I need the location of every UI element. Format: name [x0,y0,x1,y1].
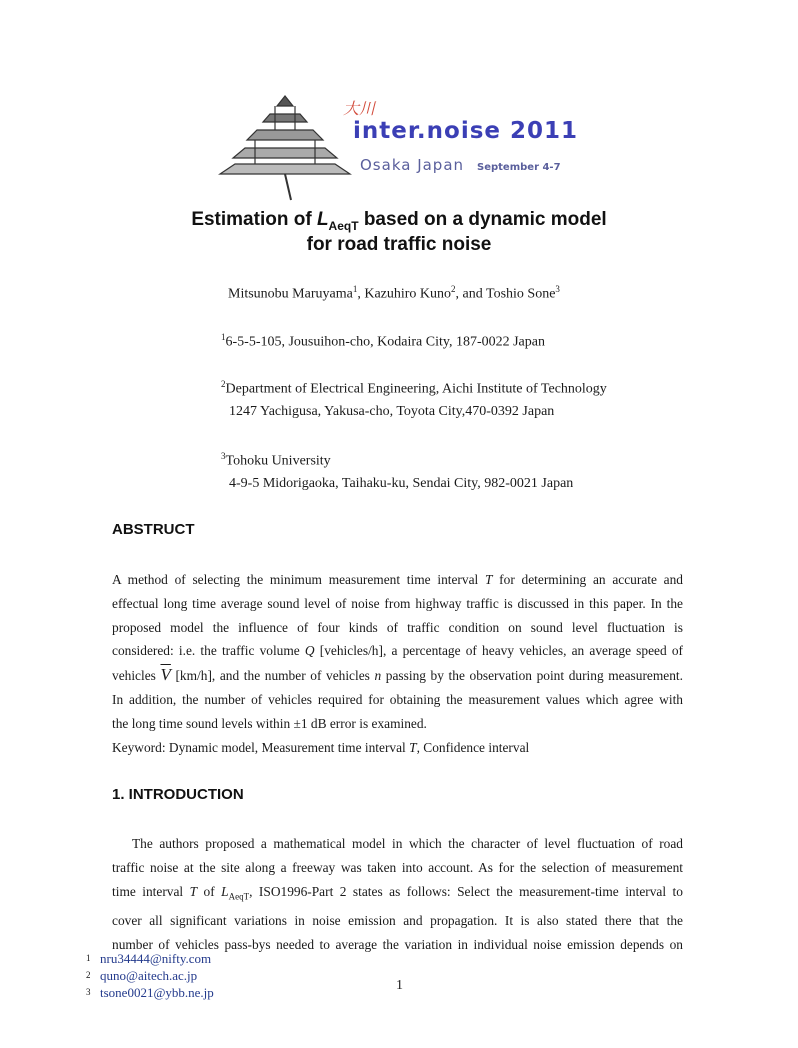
affiliation-3: $^3$Tohoku University [221,451,331,469]
conference-name: inter.noise 2011 [353,118,579,144]
author-name: Mitsunobu Maruyama [228,286,353,302]
affiliation-2: $^2$Department of Electrical Engineering, Aichi Institute of Technology [221,379,607,397]
abstract-body: A method of selecting the minimum measurement time interval T for determining an accurate and effectual long time average sound level of noise from highway traffic is discussed in this paper. In the proposed model the influence of four kinds of traffic condition on sound level fluctuation is considered: i.e. the traffic volume Q [vehicles/h], a percentage of heavy vehicles, an average speed of vehicles $\overline{V}$ [km/h], and the number of vehicles n passing by the observation point during measurement. In addition, the number of vehicles required for obtaining the measurement values which agree with the long time sound levels within ±1 dB error is examined. Keyword: Dynamic model, Measurement time interval T, Confidence interval [112,568,683,759]
conference-place: Osaka Japan [360,156,465,174]
footnote-email[interactable]: nru34444@nifty.com [100,951,212,966]
footnotes [86,950,214,1001]
affiliation-2-address: 1247 Yachigusa, Yakusa-cho, Toyota City,470-0392 Japan [229,404,555,419]
footnote-email[interactable]: quno@aitech.ac.jp [100,968,198,983]
affiliation-1: $^1$6-5-5-105, Jousuihon-cho, Kodaira City, 187-0022 Japan [221,332,545,350]
page-number: 1 [396,978,403,993]
footnote: 2 quno@aitech.ac.jp [86,968,198,983]
title-symbol-sub: AeqT [328,218,359,233]
introduction-heading: 1. INTRODUCTION [112,786,244,803]
keywords: Keyword: Dynamic model, Measurement time interval T, Confidence interval [112,739,530,755]
conference-logo [215,92,595,202]
footnote: 1 nru34444@nifty.com [86,951,212,966]
affiliation-3-address: 4-9-5 Midorigaoka, Taihaku-ku, Sendai City, 982-0021 Japan [229,476,574,491]
footnote-email[interactable]: tsone0021@ybb.ne.jp [100,985,214,1000]
abstract-heading: ABSTRUCT [112,521,195,538]
footnote: 3 tsone0021@ybb.ne.jp [86,985,214,1000]
author-name: Kazuhiro Kuno [364,286,452,302]
paper-title-line1: Estimation of $L_{AeqT}$ based on a dynamic model [191,209,607,233]
title-symbol: L [316,209,329,230]
paper-title-line2: for road traffic noise [306,234,492,255]
conference-dates: September 4-7 [477,162,561,173]
handwritten-note: 大川 [343,99,376,118]
author-list: Mitsunobu Maruyama$^1$, Kazuhiro Kuno$^2$, and Toshio Sone$^3$ [228,284,560,302]
author-name: Toshio Sone [486,286,556,302]
introduction-body: The authors proposed a mathematical model in which the character of level fluctuation of road traffic noise at the site along a freeway was taken into account. As for the selection of measurement time interval T of $L_{AeqT}$, ISO1996-Part 2 states as follows: Select the measurement-time interval to cover all significant variations in noise emission and propagation. It is also stated there that the number of vehicles pass-bys needed to average the variation in individual noise emission depends on [112,836,683,952]
